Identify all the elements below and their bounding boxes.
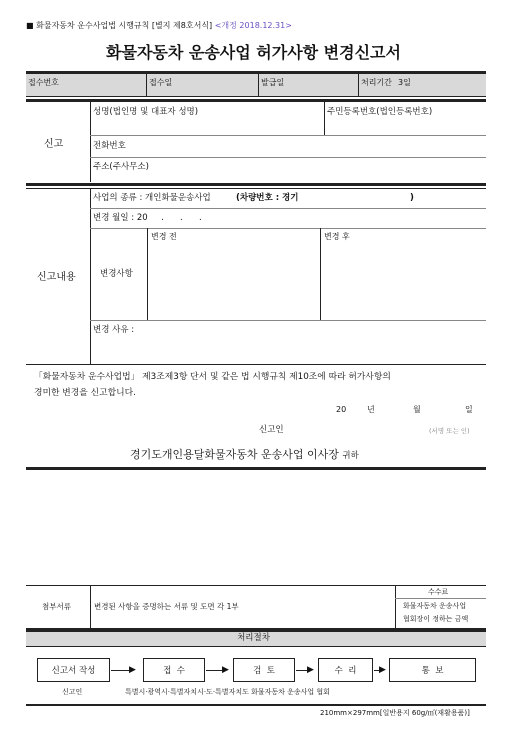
fee-line-1: 화물자동차 운송사업 — [403, 602, 467, 610]
arrow-right-icon: ▶ — [379, 665, 386, 675]
fee-label: 수수료 — [428, 588, 449, 596]
arrow-right-icon: ▶ — [129, 665, 136, 675]
header-line — [26, 22, 292, 30]
attachments-label: 첨부서류 — [42, 602, 71, 611]
change-date-field: 변경 월일 : 20 . . . — [93, 213, 202, 223]
date-day-unit: 일 — [465, 405, 473, 414]
arrow-right-icon: ▶ — [307, 665, 314, 675]
address-field-label: 주소(주사무소) — [93, 162, 149, 172]
issue-date-label: 발급일 — [261, 78, 285, 87]
reporter-section-label: 신고 — [44, 139, 64, 150]
report-content-section-label: 신고내용 — [37, 272, 76, 283]
procedure-title: 처리절차 — [237, 633, 270, 643]
before-change-label: 변경 전 — [151, 232, 177, 241]
arrow-right-icon: ▶ — [222, 665, 229, 675]
step-notify: 통 보 — [389, 658, 476, 682]
procedure-actor-association: 특별시·광역시·특별자치시·도·특별자치도 화물자동차 운송사업 협회 — [125, 688, 330, 696]
step-review: 검 토 — [233, 658, 295, 682]
processing-period-value: 3일 — [398, 78, 411, 87]
phone-field-label: 전화번호 — [93, 141, 126, 151]
after-change-label: 변경 후 — [324, 232, 350, 241]
law-reference: 화물자동차 운수사업법 시행규칙 [별지 제8호서식] — [36, 21, 213, 30]
square-bullet-icon: ■ — [26, 21, 34, 30]
reception-row — [26, 72, 486, 96]
procedure-actor-reporter: 신고인 — [62, 688, 83, 696]
processing-period-label: 처리기간 — [361, 78, 392, 87]
vehicle-number-label: (차량번호 : 경기 — [236, 193, 299, 203]
change-items-label: 변경사항 — [100, 269, 133, 279]
date-year-unit: 년 — [367, 405, 375, 414]
registration-number-label: 주민등록번호(법인등록번호) — [327, 107, 433, 117]
receipt-number-label: 접수번호 — [28, 78, 59, 87]
name-field-label: 성명(법인명 및 대표자 성명) — [93, 107, 199, 117]
receipt-date-label: 접수일 — [149, 78, 173, 87]
fee-line-2: 협회장이 정하는 금액 — [403, 615, 469, 623]
addressee-name: 경기도개인용달화물자동차 운송사업 이사장 — [130, 448, 339, 461]
reporter-signature-label: 신고인 — [259, 425, 284, 435]
paper-spec-footer: 210mm×297mm[일반용지 60g/㎡(재활용품)] — [320, 709, 470, 717]
date-month-unit: 월 — [413, 405, 421, 414]
date-year-prefix: 20 — [336, 405, 347, 414]
step-receive: 접 수 — [143, 658, 205, 682]
declaration-line-1: 「화물자동차 운수사업법」 제3조제3항 단서 및 같은 법 시행규칙 제10조에 따라 허가사항의 — [34, 372, 391, 382]
attachments-content: 변경된 사항을 증명하는 서류 및 도면 각 1부 — [94, 602, 239, 611]
sign-or-seal-note: (서명 또는 인) — [429, 427, 470, 435]
business-type-text: 사업의 종류 : 개인화물운송사업 — [93, 193, 211, 203]
step-accept: 수 리 — [318, 658, 373, 682]
addressee-line — [130, 449, 359, 461]
step-write-form: 신고서 작성 — [37, 658, 110, 682]
declaration-line-2: 경미한 변경을 신고합니다. — [34, 388, 136, 398]
form-title: 화물자동차 운송사업 허가사항 변경신고서 — [106, 43, 401, 62]
change-reason-label: 변경 사유 : — [93, 325, 135, 335]
vehicle-number-close: ) — [410, 193, 414, 203]
addressee-suffix: 귀하 — [342, 451, 359, 461]
revision-note: <개정 2018.12.31> — [214, 21, 292, 30]
